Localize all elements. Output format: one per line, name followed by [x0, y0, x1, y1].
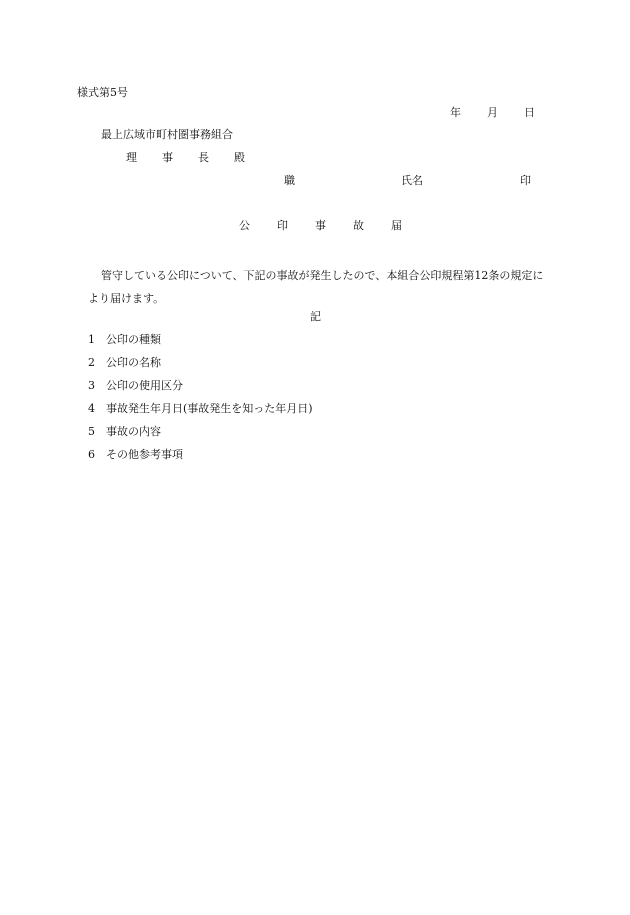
document-title-char: 届: [391, 219, 402, 232]
body-paragraph: 管守している公印について、下記の事故が発生したので、本組合公印規程第12条の規定により届けます。: [88, 269, 544, 305]
seal-label: 印: [520, 174, 531, 187]
date-month: 月: [487, 106, 498, 119]
recipient-title-char: 理: [126, 151, 137, 164]
item-number: 3: [88, 379, 95, 392]
list-item: [88, 402, 313, 425]
date-year: 年: [450, 106, 461, 119]
recipient-title: [126, 151, 245, 164]
item-number: 6: [88, 448, 95, 461]
item-number: 4: [88, 402, 95, 415]
name-label: 氏名: [401, 174, 423, 187]
recipient-title-char: 事: [162, 151, 173, 164]
item-label: その他参考事項: [106, 448, 183, 461]
recipient-title-char: 殿: [234, 151, 245, 164]
item-number: 1: [88, 333, 95, 346]
list-item: [88, 356, 313, 379]
document-title-char: 故: [353, 219, 364, 232]
recipient-organization: 最上広域市町村圏事務組合: [101, 128, 233, 141]
form-number: 様式第5号: [77, 86, 128, 99]
date-day: 日: [524, 106, 535, 119]
item-list: [88, 333, 313, 471]
item-number: 2: [88, 356, 95, 369]
note-heading: 記: [310, 310, 321, 323]
item-number: 5: [88, 425, 95, 438]
recipient-title-char: 長: [198, 151, 209, 164]
document-title: [239, 219, 402, 232]
list-item: [88, 448, 313, 471]
list-item: [88, 425, 313, 448]
item-label: 公印の名称: [106, 356, 161, 369]
document-title-char: 印: [277, 219, 288, 232]
document-title-char: 事: [315, 219, 326, 232]
list-item: [88, 379, 313, 402]
item-label: 事故の内容: [106, 425, 161, 438]
item-label: 公印の種類: [106, 333, 161, 346]
position-label: 職: [284, 174, 295, 187]
item-label: 事故発生年月日(事故発生を知った年月日): [106, 402, 313, 415]
document-title-char: 公: [239, 219, 250, 232]
item-label: 公印の使用区分: [106, 379, 183, 392]
list-item: [88, 333, 313, 356]
date-line: [450, 106, 535, 119]
